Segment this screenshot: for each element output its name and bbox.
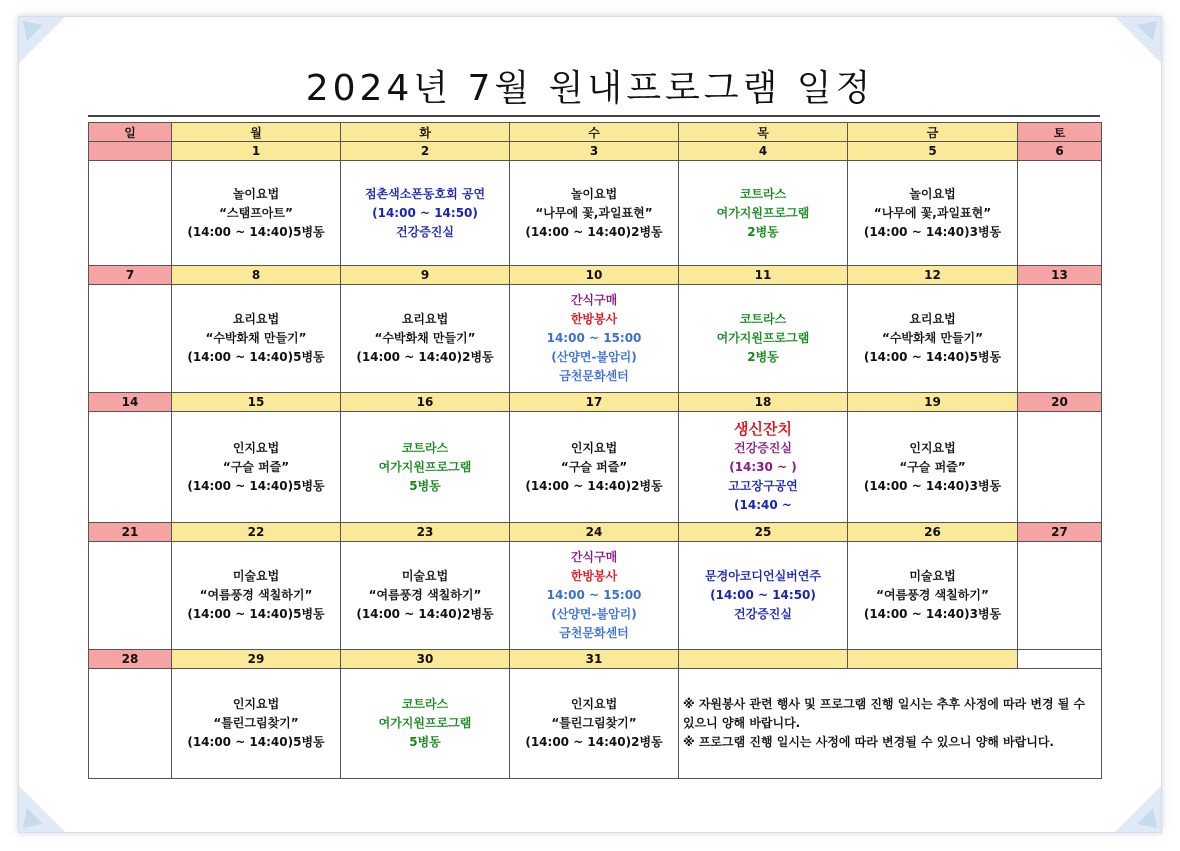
event-line: 간식구매 — [570, 293, 618, 307]
event-line: 건강증진실 — [734, 607, 792, 621]
day-cell — [89, 285, 172, 393]
event-line: (14:00 ~ 14:40)2병동 — [525, 224, 663, 239]
date-number: 23 — [341, 523, 510, 542]
event-line: 여가지원프로그램 — [378, 459, 472, 474]
date-row — [89, 393, 1102, 412]
date-number: 2 — [341, 142, 510, 161]
date-number: 4 — [679, 142, 848, 161]
date-number: 7 — [89, 266, 172, 285]
date-number: 18 — [679, 393, 848, 412]
date-number: 9 — [341, 266, 510, 285]
event-line: 고고장구공연 — [728, 478, 798, 493]
date-number: 3 — [510, 142, 679, 161]
event-line: 14:00 ~ 15:00 — [546, 331, 642, 345]
event-line: 코트라스 — [401, 697, 449, 711]
date-number: 1 — [172, 142, 341, 161]
date-row — [89, 523, 1102, 542]
event-line: 요리요법 — [232, 312, 280, 326]
day-cell — [679, 161, 848, 266]
event-line: 코트라스 — [739, 312, 787, 326]
day-cell — [679, 412, 848, 523]
day-cell — [341, 161, 510, 266]
day-cell — [1018, 542, 1102, 650]
event-line: 여가지원프로그램 — [716, 205, 810, 220]
event-line: 미술요법 — [909, 569, 956, 583]
event-line: (14:00 ~ 14:50) — [710, 588, 816, 602]
event-line: 놀이요법 — [232, 186, 280, 201]
weekday-wed: 수 — [510, 123, 679, 142]
date-number: 8 — [172, 266, 341, 285]
weekday-thu: 목 — [679, 123, 848, 142]
event-line: 인지요법 — [570, 440, 618, 455]
event-line: 요리요법 — [909, 312, 956, 326]
date-number: 22 — [172, 523, 341, 542]
day-cell — [1018, 285, 1102, 393]
day-cell — [848, 542, 1018, 650]
day-cell — [510, 669, 679, 779]
day-cell — [341, 542, 510, 650]
day-cell — [1018, 412, 1102, 523]
date-number: 16 — [341, 393, 510, 412]
date-row — [89, 266, 1102, 285]
day-cell — [89, 542, 172, 650]
event-line: (산양면-불암리) — [551, 350, 637, 364]
event-line: “스탬프아트” — [219, 205, 293, 220]
date-number: 29 — [172, 650, 341, 669]
event-line: 5병동 — [409, 478, 441, 493]
date-number: 14 — [89, 393, 172, 412]
day-cell — [848, 285, 1018, 393]
event-line: “틀린그림찾기” — [213, 716, 299, 730]
weekday-mon: 월 — [172, 123, 341, 142]
events-row — [89, 669, 1102, 779]
event-line: (14:00 ~ 14:40)2병동 — [356, 350, 494, 364]
date-number: 31 — [510, 650, 679, 669]
date-number-empty — [1018, 650, 1102, 669]
day-cell — [510, 542, 679, 650]
title-divider — [88, 115, 1100, 117]
event-line: 코트라스 — [739, 186, 787, 201]
corner-decoration — [1115, 17, 1161, 63]
event-line: 2병동 — [747, 350, 779, 364]
events-row — [89, 161, 1102, 266]
event-line: (14:00 ~ 14:40)5병동 — [863, 350, 1002, 364]
date-number: 27 — [1018, 523, 1102, 542]
day-cell — [848, 161, 1018, 266]
weekday-fri: 금 — [848, 123, 1018, 142]
event-line: “여름풍경 색칠하기” — [368, 588, 482, 602]
event-line: 요리요법 — [401, 312, 449, 326]
event-line: (14:00 ~ 14:40)5병동 — [187, 350, 325, 364]
date-number: 28 — [89, 650, 172, 669]
day-cell — [172, 542, 341, 650]
date-number: 11 — [679, 266, 848, 285]
date-row — [89, 650, 1102, 669]
day-cell — [341, 412, 510, 523]
event-line: 인지요법 — [570, 697, 618, 711]
event-line: 생신잔치 — [734, 419, 792, 438]
event-line: 미술요법 — [232, 569, 280, 583]
event-line: 금천문화센터 — [559, 626, 629, 640]
date-number: 26 — [848, 523, 1018, 542]
event-line: (산양면-불암리) — [551, 607, 637, 621]
event-line: (14:30 ~ ) — [729, 459, 797, 474]
date-number: 19 — [848, 393, 1018, 412]
event-line: “구슬 퍼즐” — [899, 459, 966, 474]
event-line: “틀린그림찾기” — [551, 716, 637, 730]
event-line: 간식구매 — [570, 550, 618, 564]
event-line: (14:00 ~ 14:40)3병동 — [863, 224, 1002, 239]
corner-decoration — [19, 17, 65, 63]
events-row — [89, 542, 1102, 650]
events-row — [89, 412, 1102, 523]
page-title: 2024년 7월 원내프로그램 일정 — [305, 68, 875, 109]
event-line: 놀이요법 — [570, 186, 618, 201]
event-line: 한방봉사 — [570, 312, 618, 326]
event-line: 건강증진실 — [396, 224, 454, 239]
event-line: 금천문화센터 — [559, 369, 629, 383]
day-cell — [89, 412, 172, 523]
day-cell — [341, 669, 510, 779]
event-line: 점촌색소폰동호회 공연 — [364, 186, 486, 201]
date-number: 15 — [172, 393, 341, 412]
day-cell — [341, 285, 510, 393]
events-row — [89, 285, 1102, 393]
event-line: 문경아코디언실버연주 — [705, 569, 821, 583]
event-line: 인지요법 — [909, 440, 956, 455]
date-row — [89, 142, 1102, 161]
date-number — [89, 142, 172, 161]
date-number-empty — [679, 650, 848, 669]
event-line: 건강증진실 — [734, 440, 792, 455]
day-cell — [848, 412, 1018, 523]
day-cell — [89, 161, 172, 266]
event-line: “나무에 꽃,과일표현” — [873, 205, 992, 220]
day-cell — [510, 285, 679, 393]
event-line: “수박화채 만들기” — [374, 331, 476, 345]
event-line: “수박화채 만들기” — [205, 331, 307, 345]
event-line: (14:00 ~ 14:50) — [372, 205, 478, 220]
event-line: 한방봉사 — [570, 569, 618, 583]
event-line: (14:00 ~ 14:40)5병동 — [187, 478, 325, 493]
weekday-sun: 일 — [89, 123, 172, 142]
event-line: “수박화채 만들기” — [881, 331, 984, 345]
event-line: 여가지원프로그램 — [378, 716, 472, 730]
day-cell — [89, 669, 172, 779]
date-number: 12 — [848, 266, 1018, 285]
weekday-header-row — [89, 123, 1102, 142]
corner-decoration — [19, 786, 65, 832]
calendar-table — [88, 122, 1102, 779]
date-number: 24 — [510, 523, 679, 542]
event-line: 미술요법 — [401, 569, 449, 583]
event-line: 여가지원프로그램 — [716, 331, 810, 345]
weekday-sat: 토 — [1018, 123, 1102, 142]
event-line: (14:00 ~ 14:40)5병동 — [187, 607, 325, 621]
event-line: “나무에 꽃,과일표현” — [535, 205, 653, 220]
event-line: (14:00 ~ 14:40)2병동 — [356, 607, 494, 621]
event-line: “여름풍경 색칠하기” — [876, 588, 989, 602]
date-number: 21 — [89, 523, 172, 542]
notice-text: ※ 프로그램 진행 일시는 사정에 따라 변경될 수 있으니 양해 바랍니다. — [683, 735, 1054, 749]
weekday-tue: 화 — [341, 123, 510, 142]
event-line: “여름풍경 색칠하기” — [199, 588, 313, 602]
event-line: (14:00 ~ 14:40)3병동 — [863, 607, 1002, 621]
event-line: (14:00 ~ 14:40)5병동 — [187, 735, 325, 749]
event-line: 인지요법 — [232, 440, 280, 455]
event-line: 2병동 — [747, 224, 779, 239]
corner-decoration — [1115, 786, 1161, 832]
event-line: “구슬 퍼즐” — [222, 459, 290, 474]
event-line: 코트라스 — [401, 440, 449, 455]
day-cell — [1018, 161, 1102, 266]
event-line: 14:00 ~ 15:00 — [546, 588, 642, 602]
notice-text: ※ 자원봉사 관련 행사 및 프로그램 진행 일시는 추후 사정에 따라 변경 될 수 있으니 양해 바랍니다. — [683, 697, 1086, 730]
date-number: 6 — [1018, 142, 1102, 161]
day-cell — [679, 542, 848, 650]
event-line: (14:40 ~ — [734, 497, 792, 512]
event-line: 인지요법 — [232, 697, 280, 711]
date-number-empty — [848, 650, 1018, 669]
event-line: (14:00 ~ 14:40)2병동 — [525, 478, 663, 493]
date-number: 30 — [341, 650, 510, 669]
day-cell — [679, 285, 848, 393]
day-cell — [510, 161, 679, 266]
date-number: 5 — [848, 142, 1018, 161]
day-cell — [510, 412, 679, 523]
event-line: “구슬 퍼즐” — [560, 459, 628, 474]
day-cell — [172, 161, 341, 266]
date-number: 17 — [510, 393, 679, 412]
date-number: 25 — [679, 523, 848, 542]
date-number: 10 — [510, 266, 679, 285]
event-line: (14:00 ~ 14:40)2병동 — [525, 735, 663, 749]
event-line: (14:00 ~ 14:40)3병동 — [863, 478, 1002, 493]
day-cell — [172, 669, 341, 779]
event-line: 5병동 — [409, 735, 441, 749]
date-number: 13 — [1018, 266, 1102, 285]
event-line: (14:00 ~ 14:40)5병동 — [187, 224, 325, 239]
notice-cell — [679, 669, 1102, 779]
date-number: 20 — [1018, 393, 1102, 412]
day-cell — [172, 285, 341, 393]
event-line: 놀이요법 — [909, 186, 956, 201]
day-cell — [172, 412, 341, 523]
